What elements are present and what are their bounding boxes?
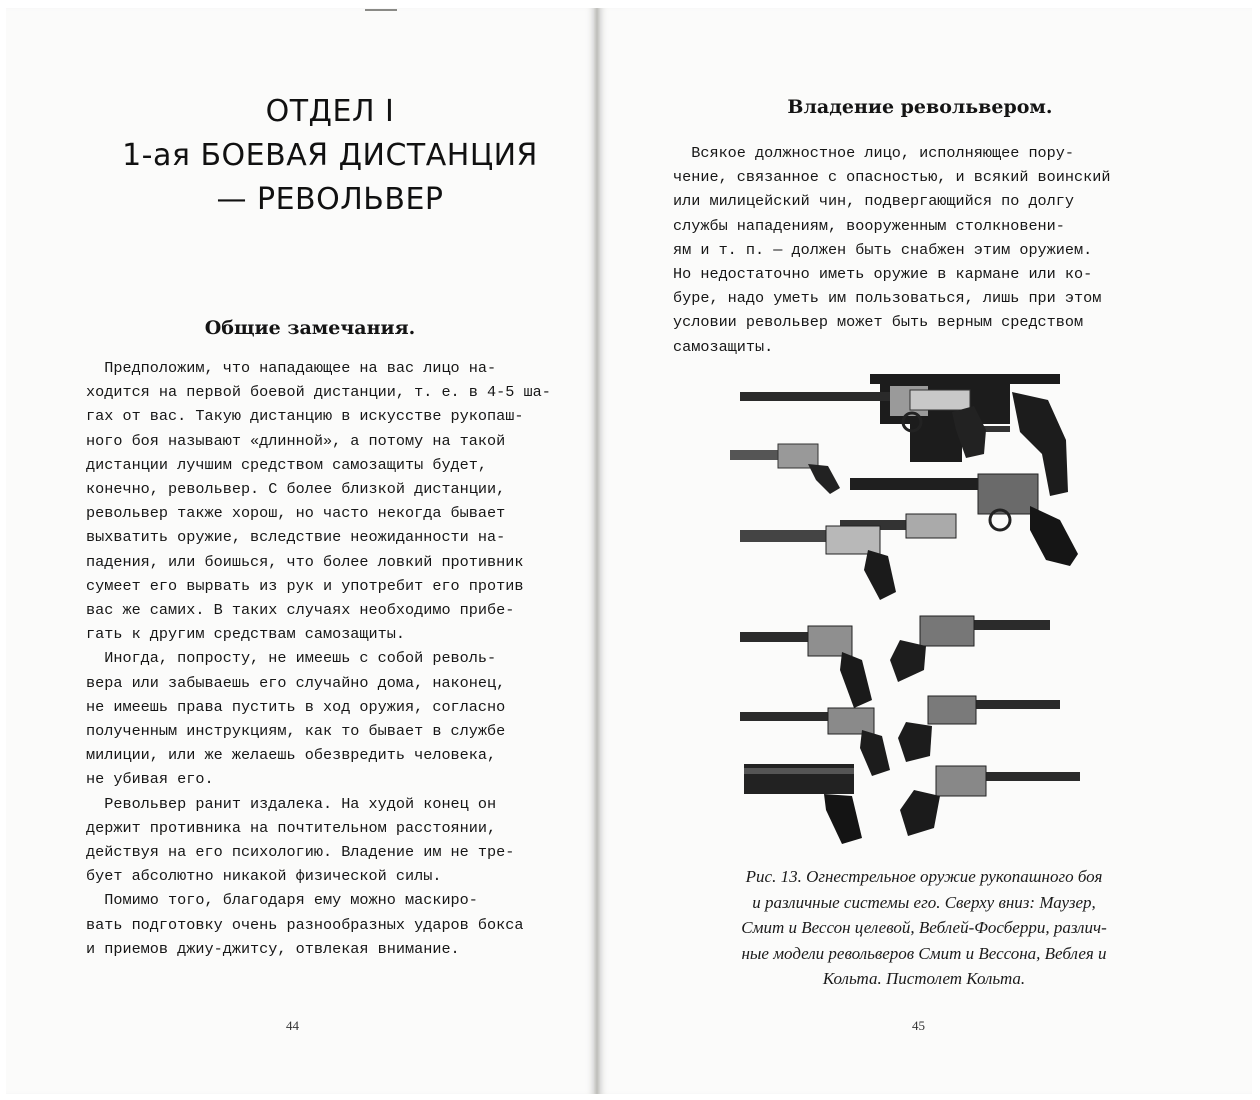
caption-line: и различные системы его. Сверху вниз: Маузер, — [752, 892, 1096, 912]
text-line: держит противника на почтительном расстоянии, — [86, 818, 497, 837]
page-edge-mark — [365, 9, 397, 11]
text-line: самозащиты. — [673, 337, 774, 356]
text-line: вать подготовку очень разнообразных ударов бокса — [86, 915, 524, 934]
caption-line: Рис. 13. Огнестрельное оружие рукопашного боя — [745, 867, 1103, 886]
text-line: условии револьвер может быть верным средством — [673, 313, 1084, 332]
caption-line: Смит и Вессон целевой, Веблей-Фосберри, различ- — [741, 918, 1107, 937]
text-line: полученным инструкциям, как то бывает в службе — [86, 722, 506, 741]
text-line: конечно, револьвер. С более близкой дистанции, — [86, 480, 506, 499]
text-line: падения, или боишься, что более ловкий противник — [86, 552, 524, 571]
colt-revolver-icon — [740, 626, 872, 708]
colt-single-action-icon — [898, 696, 1060, 762]
page-number-left: 44 — [286, 1018, 299, 1033]
text-line: сумеет его вырвать из рук и употребит его против — [86, 576, 524, 595]
chapter-title-line: ОТДЕЛ I — [265, 94, 395, 129]
text-line: гать к другим средствам самозащиты. — [86, 625, 405, 644]
left-body-text — [86, 356, 556, 961]
text-line: чение, связанное с опасностью, и всякий воинский — [673, 168, 1111, 187]
text-line: не имеешь права пустить в ход оружия, согласно — [86, 697, 506, 716]
text-line: ходится на первой боевой дистанции, т. е. в 4-5 ша- — [86, 383, 551, 402]
text-line: гах от вас. Такую дистанцию в искусстве рукопаш- — [86, 407, 524, 426]
text-line: вас же самих. В таких случаях необходимо прибе- — [86, 601, 515, 620]
text-line: выхватить оружие, вследствие неожиданности на- — [86, 528, 506, 547]
firearms-illustration — [730, 370, 1100, 850]
webley-revolver-icon — [890, 616, 1050, 682]
text-line: дистанции лучшим средством самозащиты будет, — [86, 455, 488, 474]
text-line: действуя на его психологию. Владение им не тре- — [86, 843, 515, 862]
text-line: Всякое должностное лицо, исполняющее пору- — [673, 144, 1075, 162]
webley-long-barrel-icon — [900, 766, 1080, 836]
chapter-title-line: 1-ая БОЕВАЯ ДИСТАНЦИЯ — [122, 138, 538, 173]
text-line: бует абсолютно никакой физической силы. — [86, 867, 442, 886]
text-line: Револьвер ранит издалека. На худой конец он — [86, 794, 497, 813]
text-line: Предположим, что нападающее на вас лицо на- — [86, 359, 497, 377]
right-body-text — [673, 141, 1173, 359]
section-heading-revolver-handling: Владение револьвером. — [787, 96, 1053, 118]
caption-line: ные модели револьверов Смит и Вессона, Веблея и — [741, 943, 1107, 963]
figure-caption — [664, 864, 1184, 992]
colt-pistol-icon — [744, 764, 862, 844]
text-line: буре, надо уметь им пользоваться, лишь при этом — [673, 289, 1102, 308]
text-line: ного боя называют «длинной», а потому на такой — [86, 431, 506, 450]
text-line: и приемов джиу-джитсу, отвлекая внимание. — [86, 939, 460, 958]
text-line: револьвер также хорош, но часто некогда бывает — [86, 504, 506, 523]
chapter-title-line: — РЕВОЛЬВЕР — [216, 182, 444, 217]
text-line: ям и т. п. — должен быть снабжен этим оружием. — [673, 240, 1093, 259]
text-line: Иногда, попросту, не имеешь с собой револь- — [86, 649, 497, 668]
text-line: Но недостаточно иметь оружие в кармане или ко- — [673, 265, 1093, 284]
text-line: вера или забываешь его случайно дома, наконец, — [86, 673, 506, 692]
page-number-right: 45 — [912, 1018, 925, 1033]
text-line: милиции, или же желаешь обезвредить человека, — [86, 746, 497, 765]
section-heading-general-remarks: Общие замечания. — [204, 317, 416, 339]
text-line: не убивая его. — [86, 770, 214, 789]
smith-wesson-revolver-icon — [740, 514, 956, 600]
webley-fosbery-revolver-icon — [730, 444, 840, 494]
text-line: Помимо того, благодаря ему можно маскиро- — [86, 891, 478, 910]
text-line: или милицейский чин, подвергающийся по долгу — [673, 192, 1075, 211]
chapter-title — [60, 90, 600, 222]
caption-line: Кольта. Пистолет Кольта. — [822, 969, 1026, 988]
text-line: службы нападениям, вооруженным столкновени- — [673, 216, 1065, 235]
